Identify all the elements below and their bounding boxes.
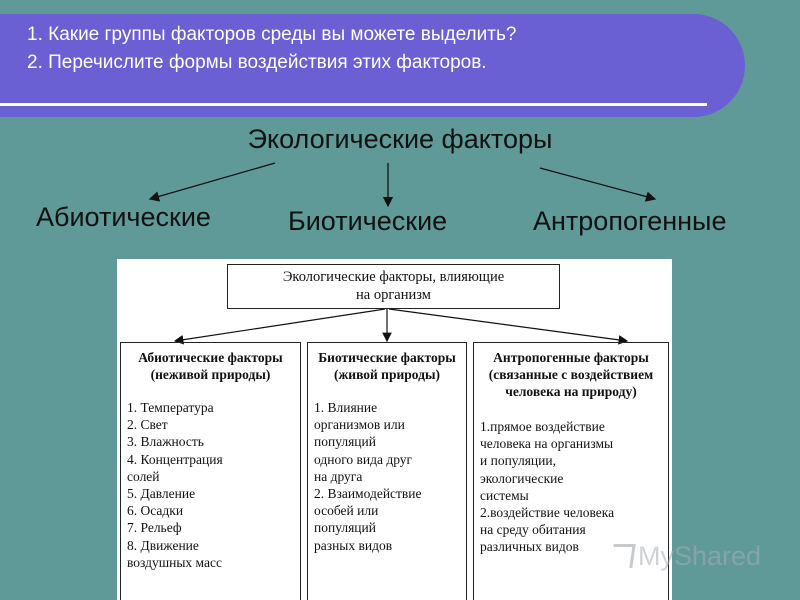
scheme-root-text: Экологические факторы, влияющие на организм	[282, 269, 505, 303]
list-item: 1.прямое воздействие человека на организмы и популяции, экологические системы	[480, 419, 614, 503]
list-item: 7. Рельеф	[127, 520, 182, 536]
question-1: 1. Какие группы факторов среды вы можете выделить?	[27, 24, 517, 45]
scheme-root-box	[227, 264, 560, 309]
list-item: 2.воздействие человека на среду обитания различных видов	[480, 505, 615, 555]
scheme-column-biotic	[307, 342, 467, 600]
category-abiotic: Абиотические	[36, 202, 211, 232]
list-item: 1. Влияние организмов или популяций одного вида друг на друга	[314, 400, 413, 484]
column-items	[121, 399, 300, 571]
list-item: 1. Температура	[127, 400, 214, 415]
scheme-panel	[117, 259, 672, 600]
list-item: 4. Концентрация солей	[127, 451, 223, 484]
connector-to-col1	[175, 309, 385, 341]
column-title: Биотические факторы (живой природы)	[318, 350, 456, 382]
scheme-column-abiotic	[120, 342, 301, 600]
arrow-to-anthropogenic	[540, 168, 655, 199]
connector-to-col3	[389, 309, 627, 341]
banner-underline	[0, 103, 707, 106]
column-title: Абиотические факторы (неживой природы)	[138, 350, 283, 382]
diagram-title: Экологические факторы	[247, 124, 553, 154]
category-biotic: Биотические	[288, 206, 448, 236]
column-items	[308, 399, 466, 554]
column-items	[474, 418, 668, 556]
question-2: 2. Перечислите формы воздействия этих факторов.	[27, 52, 487, 73]
list-item: 8. Движение воздушных масс	[127, 537, 222, 570]
list-item: 2. Взаимодействие особей или популяций разных видов	[314, 486, 422, 553]
category-anthropogenic: Антропогенные	[533, 206, 727, 236]
arrow-to-abiotic	[150, 163, 275, 199]
list-item: 2. Свет	[127, 417, 168, 433]
watermark-text: MyShared	[638, 540, 762, 571]
myshared-logo-icon	[610, 544, 635, 568]
list-item: 3. Влажность	[127, 434, 204, 450]
watermark	[612, 539, 762, 573]
list-item: 6. Осадки	[127, 503, 184, 519]
column-title: Антропогенные факторы (связанные с воздействием человека на природу)	[488, 350, 654, 399]
list-item: 5. Давление	[127, 486, 196, 502]
